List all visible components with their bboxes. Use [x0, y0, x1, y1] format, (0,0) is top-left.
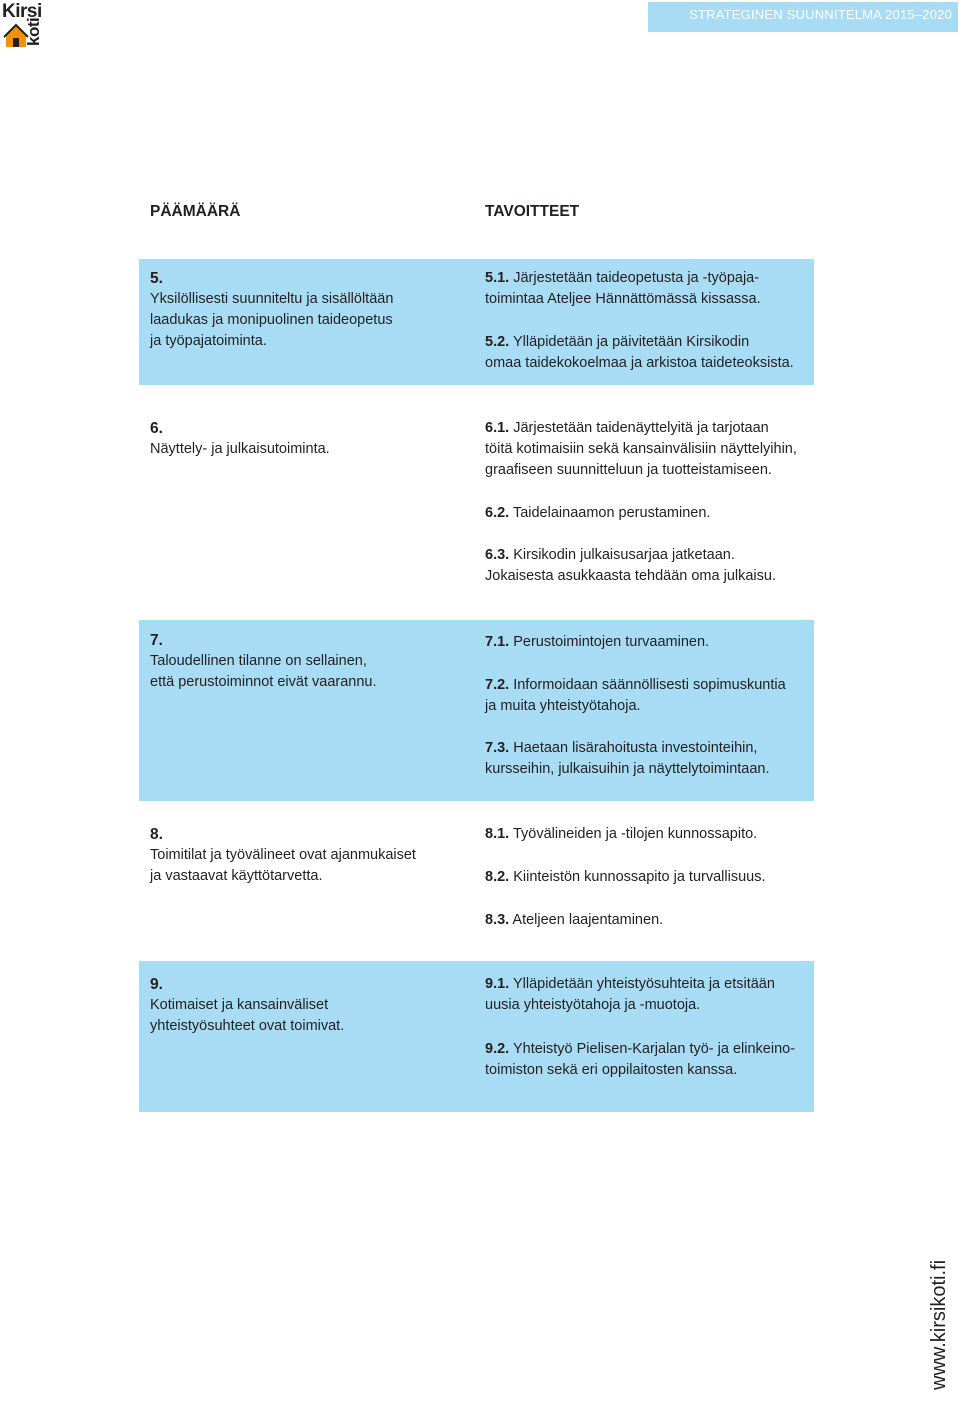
- objective-number: 9.2.: [485, 1041, 510, 1057]
- objective-text: Järjestetään taidenäyttelyitä ja tarjotaan töitä kotimaisiin sekä kansainvälisiin näyttelyihin, graafiseen suunnitteluun ja tuotteistamiseen.: [485, 420, 797, 478]
- goal-number: 7.: [150, 632, 163, 649]
- kirsikoti-logo: [2, 2, 52, 48]
- objective-text: Kiinteistön kunnossapito ja turvallisuus.: [509, 869, 766, 885]
- objective: [485, 910, 663, 931]
- goal: [150, 268, 393, 352]
- logo-text-kirsi: Kirsi: [2, 1, 42, 22]
- section-8: [139, 801, 814, 961]
- objective-text: Taidelainaamon perustaminen.: [509, 505, 711, 521]
- objective: [485, 867, 766, 888]
- goal-number: 6.: [150, 420, 163, 437]
- objective: [485, 503, 710, 524]
- goal-text: Näyttely- ja julkaisutoiminta.: [150, 441, 330, 457]
- objective: [485, 824, 757, 845]
- objective-number: 5.1.: [485, 270, 510, 286]
- objective-text: Kirsikodin julkaisusarjaa jatketaan. Jokaisesta asukkaasta tehdään oma julkaisu.: [485, 547, 776, 584]
- objective-number: 8.2.: [485, 869, 510, 885]
- goal-text: Yksilöllisesti suunniteltu ja sisällöltään laadukas ja monipuolinen taideopetus ja työpajatoiminta.: [150, 291, 394, 349]
- website-url: www.kirsikoti.fi: [928, 1259, 950, 1390]
- objective-text: Informoidaan säännöllisesti sopimuskuntia ja muita yhteistyötahoja.: [485, 677, 786, 714]
- goal: [150, 974, 344, 1037]
- objective-text: Ylläpidetään yhteistyösuhteita ja etsitään uusia yhteistyötahoja ja -muotoja.: [485, 976, 775, 1013]
- objective: [485, 974, 775, 1016]
- objective-number: 8.3.: [485, 912, 510, 928]
- objective-text: Yhteistyö Pielisen-Karjalan työ- ja elinkeino- toimiston sekä eri oppilaitosten kanssa.: [485, 1041, 796, 1078]
- header-band: [648, 2, 958, 32]
- objective-number: 6.3.: [485, 547, 510, 563]
- section-6: [139, 385, 814, 620]
- objective-number: 9.1.: [485, 976, 510, 992]
- objective: [485, 1039, 795, 1081]
- objective: [485, 268, 761, 310]
- logo-text-koti: koti: [24, 17, 43, 46]
- section-5: [139, 259, 814, 385]
- column-heading-goal: PÄÄMÄÄRÄ: [150, 203, 241, 220]
- goal-number: 8.: [150, 826, 163, 843]
- objective-number: 7.1.: [485, 634, 510, 650]
- section-9: [139, 961, 814, 1112]
- objective-text: Työvälineiden ja -tilojen kunnossapito.: [509, 826, 758, 842]
- objective-number: 5.2.: [485, 334, 510, 350]
- document-title: STRATEGINEN SUUNNITELMA 2015–2020: [689, 7, 952, 22]
- goal-text: Taloudellinen tilanne on sellainen, että perustoiminnot eivät vaarannu.: [150, 653, 377, 690]
- goal-number: 9.: [150, 976, 163, 993]
- objective-text: Järjestetään taideopetusta ja -työpaja- toimintaa Ateljee Hännättömässä kissassa.: [485, 270, 761, 307]
- column-heading-objectives: TAVOITTEET: [485, 203, 580, 220]
- objective: [485, 675, 786, 717]
- goal-number: 5.: [150, 270, 163, 287]
- objective-number: 6.1.: [485, 420, 510, 436]
- objective-number: 8.1.: [485, 826, 510, 842]
- goal: [150, 418, 330, 460]
- objective: [485, 738, 770, 780]
- objective: [485, 545, 776, 587]
- objective: [485, 332, 794, 374]
- goal-text: Kotimaiset ja kansainväliset yhteistyösuhteet ovat toimivat.: [150, 997, 345, 1034]
- objective-text: Ylläpidetään ja päivitetään Kirsikodin omaa taidekokoelmaa ja arkistoa taideteoksista.: [485, 334, 794, 371]
- objective: [485, 418, 797, 481]
- goal: [150, 630, 377, 693]
- objective-number: 7.2.: [485, 677, 510, 693]
- section-7: [139, 620, 814, 801]
- objective: [485, 632, 709, 653]
- goal: [150, 824, 416, 887]
- goal-text: Toimitilat ja työvälineet ovat ajanmukaiset ja vastaavat käyttötarvetta.: [150, 847, 416, 884]
- objective-text: Perustoimintojen turvaaminen.: [509, 634, 710, 650]
- objective-text: Haetaan lisärahoitusta investointeihin, kursseihin, julkaisuihin ja näyttelytoimintaan.: [485, 740, 770, 777]
- objective-text: Ateljeen laajentaminen.: [509, 912, 664, 928]
- objective-number: 7.3.: [485, 740, 510, 756]
- objective-number: 6.2.: [485, 505, 510, 521]
